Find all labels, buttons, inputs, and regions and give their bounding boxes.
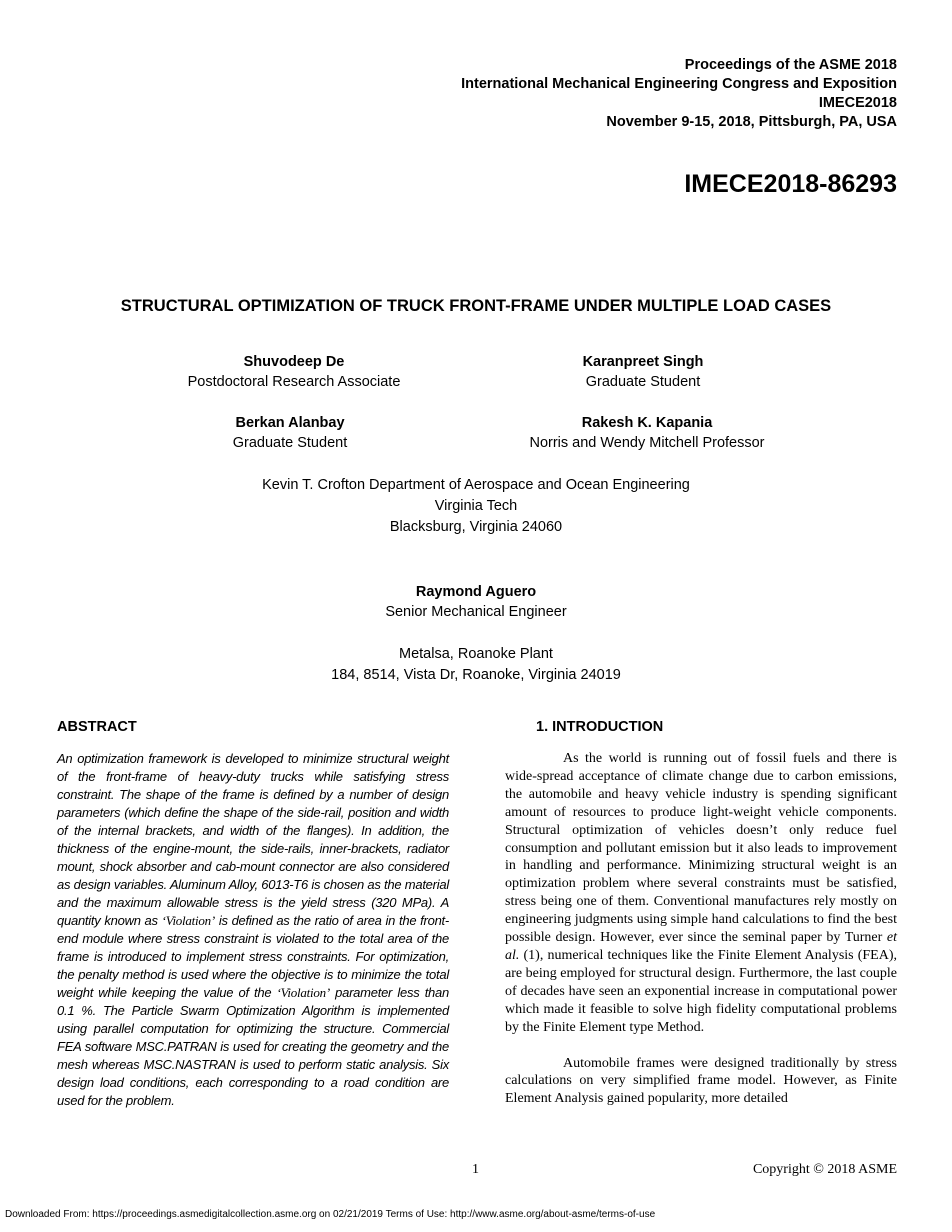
intro-text: As the world is running out of fossil fuels and there is wide-spread acceptance of climate change due to carbon emissions, the automobile and heavy vehicle industry is spending significant amount of resources to produce light-weight vehicle components. Structural optimization of vehicles doesn’t only reduce fuel consumption and pollutant emission but it also leads to improvement in handling and performance. Minimizing structural weight is an optimization problem where several constraints must be satisfied, stress being one of them. Conventional manufactures rely mostly on engineering judgments using simple hand calculations to find the best possible design. However, ever since the seminal paper by Turner xyxy=(505,751,897,946)
intro-paragraph xyxy=(505,750,897,1037)
paper-id: IMECE2018-86293 xyxy=(684,170,897,198)
author-role: Senior Mechanical Engineer xyxy=(385,604,567,620)
author-block xyxy=(110,413,470,453)
proceedings-header xyxy=(461,56,897,132)
affiliation-line: Blacksburg, Virginia 24060 xyxy=(389,519,563,535)
affiliation-line: Virginia Tech xyxy=(434,498,518,514)
intro-paragraph: Automobile frames were designed traditionally by stress calculations on very simplified frame model. However, as Finite Element Analysis gained popularity, more detailed xyxy=(505,1055,897,1107)
author-name: Shuvodeep De xyxy=(243,354,345,370)
abstract-body xyxy=(57,750,449,1110)
proceedings-line: International Mechanical Engineering Congress and Exposition xyxy=(461,76,897,92)
author-role: Graduate Student xyxy=(232,435,348,451)
author-role: Graduate Student xyxy=(585,374,701,390)
paper-title: STRUCTURAL OPTIMIZATION OF TRUCK FRONT-FRAME UNDER MULTIPLE LOAD CASES xyxy=(120,297,832,315)
page-number: 1 xyxy=(472,1162,479,1177)
introduction-heading: 1. INTRODUCTION xyxy=(536,719,664,735)
intro-text: (1), numerical techniques like the Finite Element Analysis (FEA), are being employed for structural design. Furthermore, the last couple of decades have seen an exponential increase in computational power which made it feasible to solve high fidelity computational problems by the Finite Element type Method. xyxy=(505,947,897,1035)
author-name: Rakesh K. Kapania xyxy=(581,415,713,431)
abstract-text: parameter less than 0.1 %. The Particle Swarm Optimization Algorithm is implemented using parallel computation for optimizing the structure. Commercial FEA software MSC.PATRAN is used for creating the geometry and the mesh whereas MSC.NASTRAN is used to perform static analysis. Six design load conditions, each corresponding to a road condition are used for the problem. xyxy=(57,985,449,1108)
author-block xyxy=(114,352,474,392)
author-name: Raymond Aguero xyxy=(415,584,537,600)
download-footer: Downloaded From: https://proceedings.asmedigitalcollection.asme.org on 02/21/2019 Terms of Use: http://www.asme.org/about-asme/terms-of-use xyxy=(5,1209,656,1220)
proceedings-line: Proceedings of the ASME 2018 xyxy=(684,57,897,73)
author-block xyxy=(296,582,656,622)
affiliation-line: Kevin T. Crofton Department of Aerospace and Ocean Engineering xyxy=(262,477,690,493)
author-name: Berkan Alanbay xyxy=(235,415,345,431)
abstract-text: An optimization framework is developed to minimize structural weight of the front-frame of heavy-duty trucks while satisfying stress constraint. The shape of the frame is defined by a number of design parameters (which define the shape of the side-rail, position and width of the internal brackets, and width of the flanges). In addition, the thickness of the engine-mount, the side-rails, inner-brackets, radiator mount, shock absorber and cab-mount connector are also considered as design variables. Aluminum Alloy, 6013-T6 is chosen as the material and the maximum allowable stress is the yield stress (320 MPa). A quantity known as xyxy=(57,751,449,928)
author-role: Postdoctoral Research Associate xyxy=(187,374,401,390)
introduction-body xyxy=(505,750,897,1108)
author-block xyxy=(463,352,823,392)
affiliation-metalsa xyxy=(0,644,952,686)
proceedings-line: IMECE2018 xyxy=(818,95,897,111)
author-role: Norris and Wendy Mitchell Professor xyxy=(529,435,765,451)
affiliation-line: Metalsa, Roanoke Plant xyxy=(399,646,553,662)
abstract-text: is defined as the ratio of area in the front-end module where stress constraint is violated to the total area of the frame is introduced to implement stress constraints. For optimization, the penalty method is used where the objective is to minimize the total weight while keeping the value of the xyxy=(57,913,449,1000)
proceedings-line: November 9-15, 2018, Pittsburgh, PA, USA xyxy=(606,114,897,130)
affiliation-virginia-tech xyxy=(0,475,952,538)
violation-term: ‘Violation’ xyxy=(276,985,330,1000)
et-al-text: et al. xyxy=(505,930,897,963)
affiliation-line: 184, 8514, Vista Dr, Roanoke, Virginia 24019 xyxy=(331,667,621,683)
author-name: Karanpreet Singh xyxy=(582,354,704,370)
abstract-heading: ABSTRACT xyxy=(57,719,137,735)
author-block xyxy=(467,413,827,453)
violation-term: ‘Violation’ xyxy=(161,913,215,928)
copyright-notice: Copyright © 2018 ASME xyxy=(752,1162,897,1177)
